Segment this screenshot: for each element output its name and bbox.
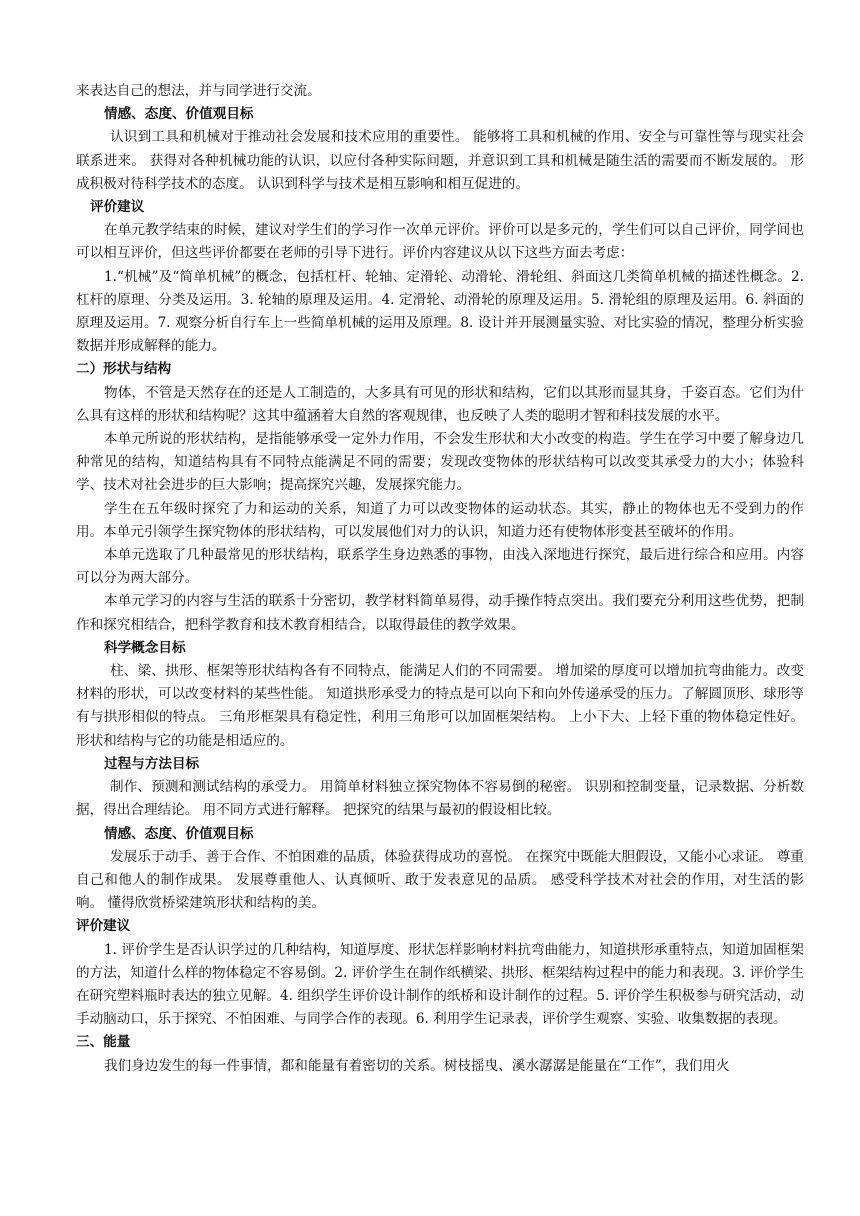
section-heading: 评价建议 [76,918,131,935]
paragraph: 我们身边发生的每一件事情，都和能量有着密切的关系。树枝摇曳、溪水潺潺是能量在“工作”，我们用火 [104,1057,730,1074]
paragraph: 来表达自己的想法，并与同学进行交流。 [76,83,321,99]
paragraph: 认识到工具和机械对于推动社会发展和技术应用的重要性。 能够将工具和机械的作用、安全与可靠性等与现实社会联系进来。 获得对各种机械功能的认识，以应付各种实际问题，并意识到工具和机械是随生活的需要而不断发展的。 形成积极对待科学技术的态度。 认识到科学与技术是相互影响和相互促进的。 [76,129,804,192]
paragraph: 本单元学习的内容与生活的联系十分密切，教学材料简单易得，动手操作特点突出。我们要充分利用这些优势，把制作和探究相结合，把科学教育和技术教育相结合，以取得最佳的教学效果。 [76,593,804,633]
section-heading: 三、能量 [76,1034,131,1051]
section-heading: 评价建议 [90,199,145,216]
section-heading: 二）形状与结构 [76,361,172,378]
paragraph: 本单元选取了几种最常见的形状结构，联系学生身边熟悉的事物，由浅入深地进行探究，最后进行综合和应用。内容可以分为两大部分。 [76,547,804,587]
paragraph: 制作、预测和测试结构的承受力。 用简单材料独立探究物体不容易倒的秘密。 识别和控制变量，记录数据、分析数据，得出合理结论。 用不同方式进行解释。 把探究的结果与最初的假设相比较。 [76,779,804,819]
paragraph: 物体，不管是天然存在的还是人工制造的，大多具有可见的形状和结构，它们以其形而显其身，千姿百态。它们为什么具有这样的形状和结构呢？这其中蕴涵着大自然的客观规律，也反映了人类的聪明才智和科技发展的水平。 [76,384,804,424]
paragraph: 柱、梁、拱形、框架等形状结构各有不同特点，能满足人们的不同需要。 增加梁的厚度可以增加抗弯曲能力。改变材料的形状，可以改变材料的某些性能。 知道拱形承受力的特点是可以向下和向外传递承受的压力。了解圆顶形、球形等有与拱形相似的特点。 三角形框架具有稳定性，利用三角形可以加固框架结构。 上小下大、上轻下重的物体稳定性好。 形状和结构与它的功能是相适应的。 [76,663,804,749]
paragraph: 学生在五年级时探究了力和运动的关系，知道了力可以改变物体的运动状态。其实，静止的物体也无不受到力的作用。本单元引领学生探究物体的形状结构，可以发展他们对力的认识，知道力还有使物体形变甚至破坏的作用。 [76,500,804,540]
paragraph: 在单元教学结束的时候，建议对学生们的学习作一次单元评价。评价可以是多元的，学生们可以自己评价，同学间也可以相互评价，但这些评价都要在老师的引导下进行。评价内容建议从以下这些方面去考虑： [76,222,804,262]
section-heading: 情感、态度、价值观目标 [104,825,254,842]
paragraph: 发展乐于动手、善于合作、不怕困难的品质，体验获得成功的喜悦。 在探究中既能大胆假设，又能小心求证。 尊重自己和他人的制作成果。 发展尊重他人、认真倾听、敢于发表意见的品质。 感受科学技术对社会的作用，对生活的影响。 懂得欣赏桥梁建筑形状和结构的美。 [76,848,804,912]
document-page [76,80,804,1078]
paragraph: 1.“机械”及“简单机械”的概念，包括杠杆、轮轴、定滑轮、动滑轮、滑轮组、斜面这几类简单机械的描述性概念。2. 杠杆的原理、分类及运用。3. 轮轴的原理及运用。4. 定滑轮、动滑轮的原理及运用。5. 滑轮组的原理及运用。6. 斜面的原理及运用。7. 观察分析自行车上一些简单机械的运用及原理。8. 设计并开展测量实验、对比实验的情况，整理分析实验数据并形成解释的能力。 [76,268,804,355]
paragraph: 1. 评价学生是否认识学过的几种结构，知道厚度、形状怎样影响材料抗弯曲能力，知道拱形承重特点，知道加固框架的方法，知道什么样的物体稳定不容易倒。2. 评价学生在制作纸横梁、拱形、框架结构过程中的能力和表现。3. 评价学生在研究塑料瓶时表达的独立见解。4. 组织学生评价设计制作的纸桥和设计制作的过程。5. 评价学生积极参与研究活动，动手动脑动口，乐于探究、不怕困难、与同学合作的表现。6. 利用学生记录表，评价学生观察、实验、收集数据的表现。 [76,941,804,1028]
section-heading: 过程与方法目标 [104,755,200,772]
section-heading: 科学概念目标 [104,639,186,656]
paragraph: 本单元所说的形状结构，是指能够承受一定外力作用，不会发生形状和大小改变的构造。学生在学习中要了解身边几种常见的结构，知道结构具有不同特点能满足不同的需要；发现改变物体的形状结构可以改变其承受力的大小；体验科学、技术对社会进步的巨大影响；提高探究兴趣，发展探究能力。 [76,431,804,494]
section-heading: 情感、态度、价值观目标 [104,106,254,123]
